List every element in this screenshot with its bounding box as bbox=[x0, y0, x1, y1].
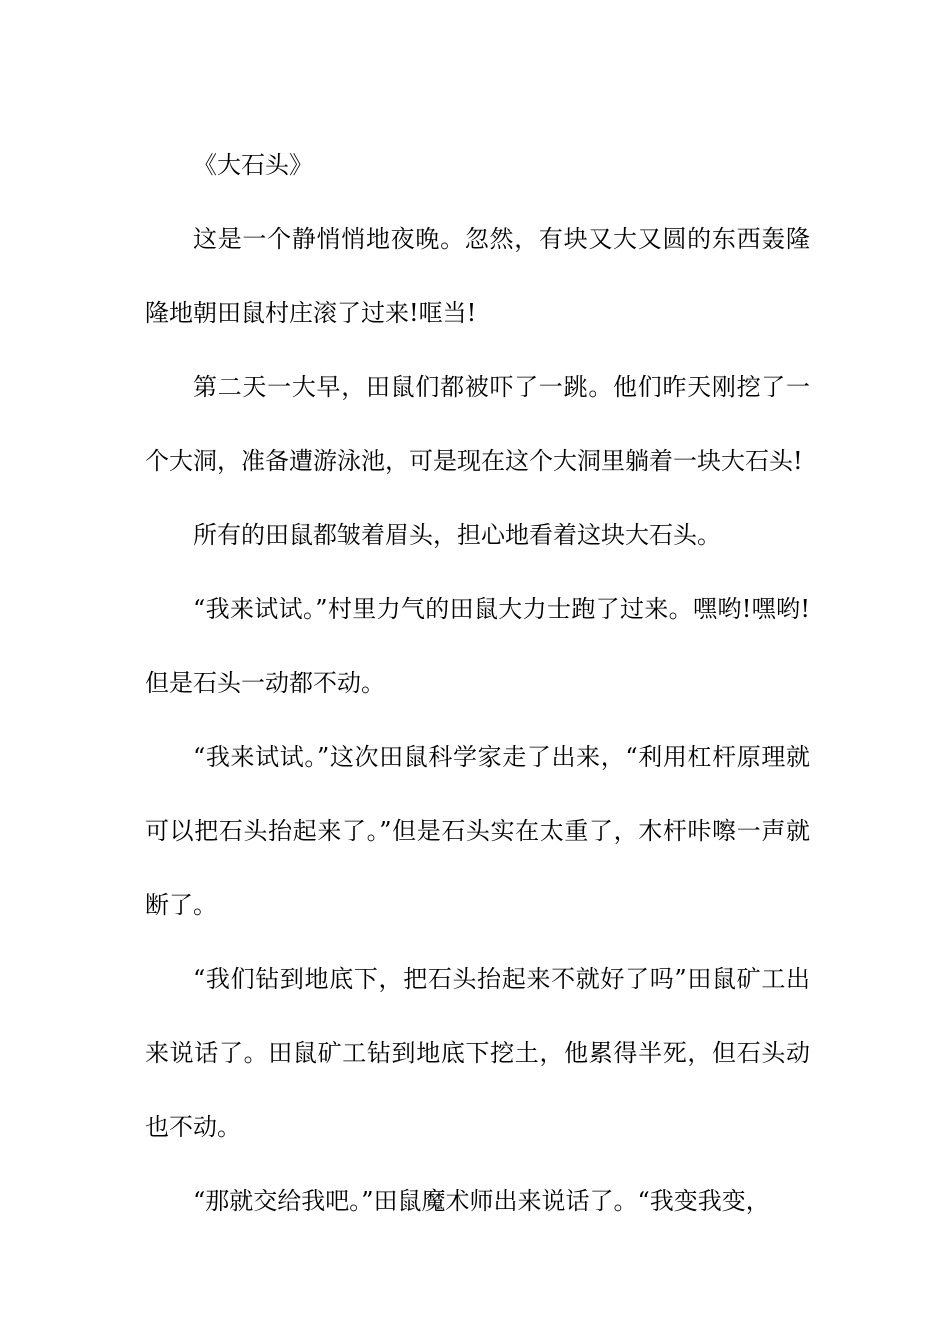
paragraph-5: “我来试试。”这次田鼠科学家走了出来，“利用杠杆原理就可以把石头抬起来了。”但是石头实在太重了，木杆咔嚓一声就断了。 bbox=[145, 743, 810, 919]
paragraph-7: “那就交给我吧。”田鼠魔术师出来说话了。“我变我变， bbox=[193, 1187, 770, 1215]
document-body bbox=[145, 128, 810, 1238]
paragraph-3: 所有的田鼠都皱着眉头，担心地看着这块大石头。 bbox=[193, 521, 721, 549]
document-title: 《大石头》 bbox=[193, 151, 313, 179]
paragraph-6: “我们钻到地底下，把石头抬起来不就好了吗”田鼠矿工出来说话了。田鼠矿工钻到地底下挖土，他累得半死，但石头动也不动。 bbox=[145, 965, 810, 1141]
paragraph-2: 第二天一大早，田鼠们都被吓了一跳。他们昨天刚挖了一个大洞，准备遭游泳池，可是现在这个大洞里躺着一块大石头! bbox=[145, 373, 810, 475]
paragraph-1: 这是一个静悄悄地夜晚。忽然，有块又大又圆的东西轰隆隆地朝田鼠村庄滚了过来!哐当! bbox=[145, 225, 810, 327]
paragraph-4: “我来试试。”村里力气的田鼠大力士跑了过来。嘿哟!嘿哟!但是石头一动都不动。 bbox=[145, 595, 810, 697]
